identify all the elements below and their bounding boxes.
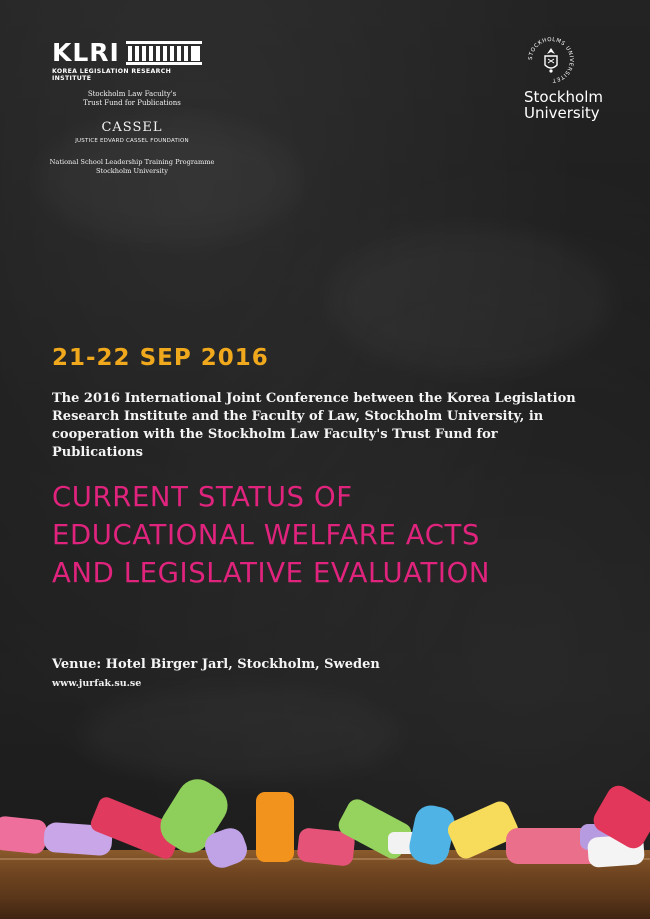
event-title-line-2: EDUCATIONAL WELFARE ACTS xyxy=(52,519,480,551)
event-date: 21-22 SEP 2016 xyxy=(52,345,269,371)
event-title-line-1: CURRENT STATUS OF xyxy=(52,481,353,513)
university-name-line2: University xyxy=(524,104,600,122)
university-name xyxy=(518,89,618,121)
cassel-logo-text: CASSEL xyxy=(101,120,163,135)
event-title xyxy=(52,478,622,592)
klri-logo xyxy=(52,40,212,82)
event-intro: The 2016 International Joint Conference between the Korea Legislation Research Institute and the Faculty of Law, Stockholm University, in cooperation with the Stockholm Law Faculty's Trust Fund for Publications xyxy=(52,391,576,460)
trust-fund-logo xyxy=(62,90,202,108)
trust-fund-line1: Stockholm Law Faculty's xyxy=(87,90,177,98)
programme-logo xyxy=(42,158,222,176)
university-seal-text: STOCKHOLMS UNIVERSITET xyxy=(527,36,575,84)
university-seal-icon xyxy=(526,35,576,85)
cassel-logo xyxy=(52,121,212,146)
svg-text:STOCKHOLMS UNIVERSITET xyxy=(528,37,574,83)
event-title-line-3: AND LEGISLATIVE EVALUATION xyxy=(52,557,491,589)
klri-subtitle: KOREA LEGISLATION RESEARCH INSTITUTE xyxy=(52,68,172,82)
university-name-line1: Stockholm xyxy=(524,88,603,106)
cassel-subtitle: JUSTICE EDVARD CASSEL FOUNDATION xyxy=(75,138,189,144)
programme-line1: National School Leadership Training Programme xyxy=(49,158,215,166)
chalk-pieces-illustration xyxy=(0,760,650,919)
klri-building-icon xyxy=(126,41,202,65)
event-url[interactable]: www.jurfak.su.se xyxy=(52,678,142,689)
event-venue: Venue: Hotel Birger Jarl, Stockholm, Sweden xyxy=(52,657,380,672)
trust-fund-line2: Trust Fund for Publications xyxy=(83,99,181,107)
klri-logo-text: KLRI xyxy=(52,38,120,67)
stockholm-university-logo xyxy=(518,35,618,121)
programme-line2: Stockholm University xyxy=(95,167,169,175)
chalk-orange-1 xyxy=(256,792,294,862)
chalk-pink-1 xyxy=(0,815,48,854)
